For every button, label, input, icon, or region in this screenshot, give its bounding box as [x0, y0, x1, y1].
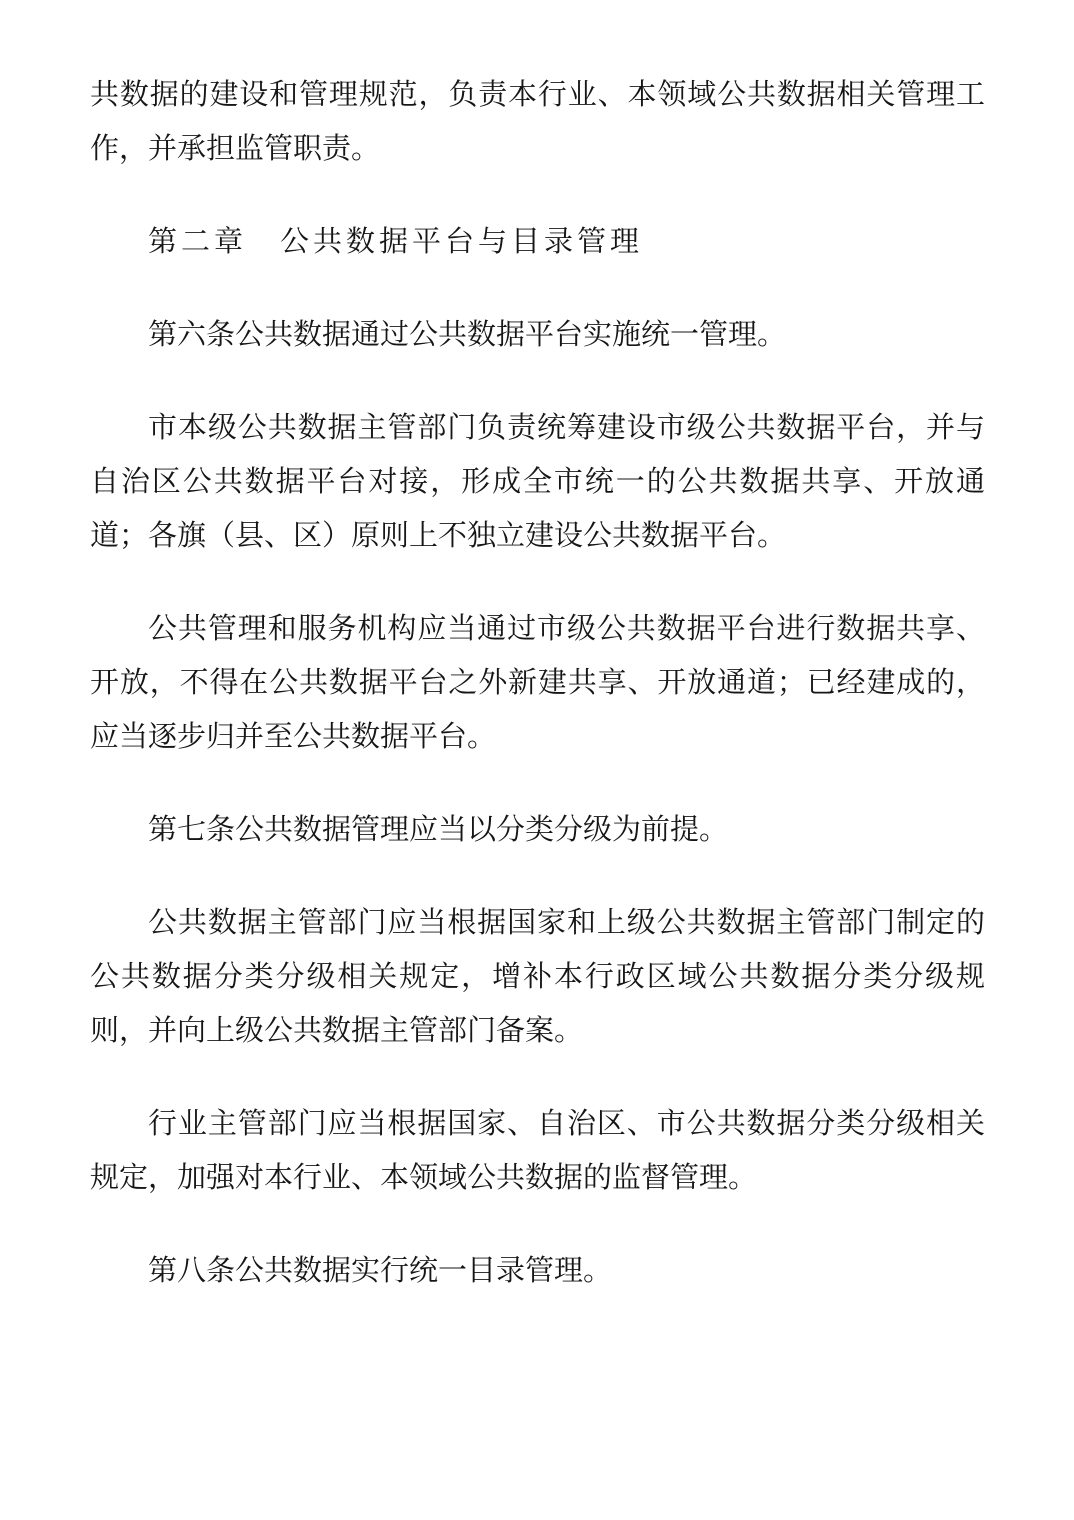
paragraph-continued-from-previous-page: 共数据的建设和管理规范，负责本行业、本领域公共数据相关管理工作，并承担监管职责。	[90, 79, 985, 165]
article-7-clause: 第七条公共数据管理应当以分类分级为前提。	[148, 814, 729, 846]
chapter-2-heading: 第二章 公共数据平台与目录管理	[148, 226, 644, 258]
article-6-paragraph-2: 市本级公共数据主管部门负责统筹建设市级公共数据平台，并与自治区公共数据平台对接，形成全市统一的公共数据共享、开放通道；各旗（县、区）原则上不独立建设公共数据平台。	[90, 412, 985, 552]
article-7-paragraph-3: 行业主管部门应当根据国家、自治区、市公共数据分类分级相关规定，加强对本行业、本领域公共数据的监督管理。	[90, 1108, 985, 1194]
article-8-clause: 第八条公共数据实行统一目录管理。	[148, 1255, 613, 1287]
article-6-paragraph-3: 公共管理和服务机构应当通过市级公共数据平台进行数据共享、开放，不得在公共数据平台之外新建共享、开放通道；已经建成的，应当逐步归并至公共数据平台。	[90, 613, 985, 753]
article-6-clause: 第六条公共数据通过公共数据平台实施统一管理。	[148, 319, 787, 351]
article-7-paragraph-2: 公共数据主管部门应当根据国家和上级公共数据主管部门制定的公共数据分类分级相关规定，增补本行政区域公共数据分类分级规则，并向上级公共数据主管部门备案。	[90, 907, 985, 1047]
